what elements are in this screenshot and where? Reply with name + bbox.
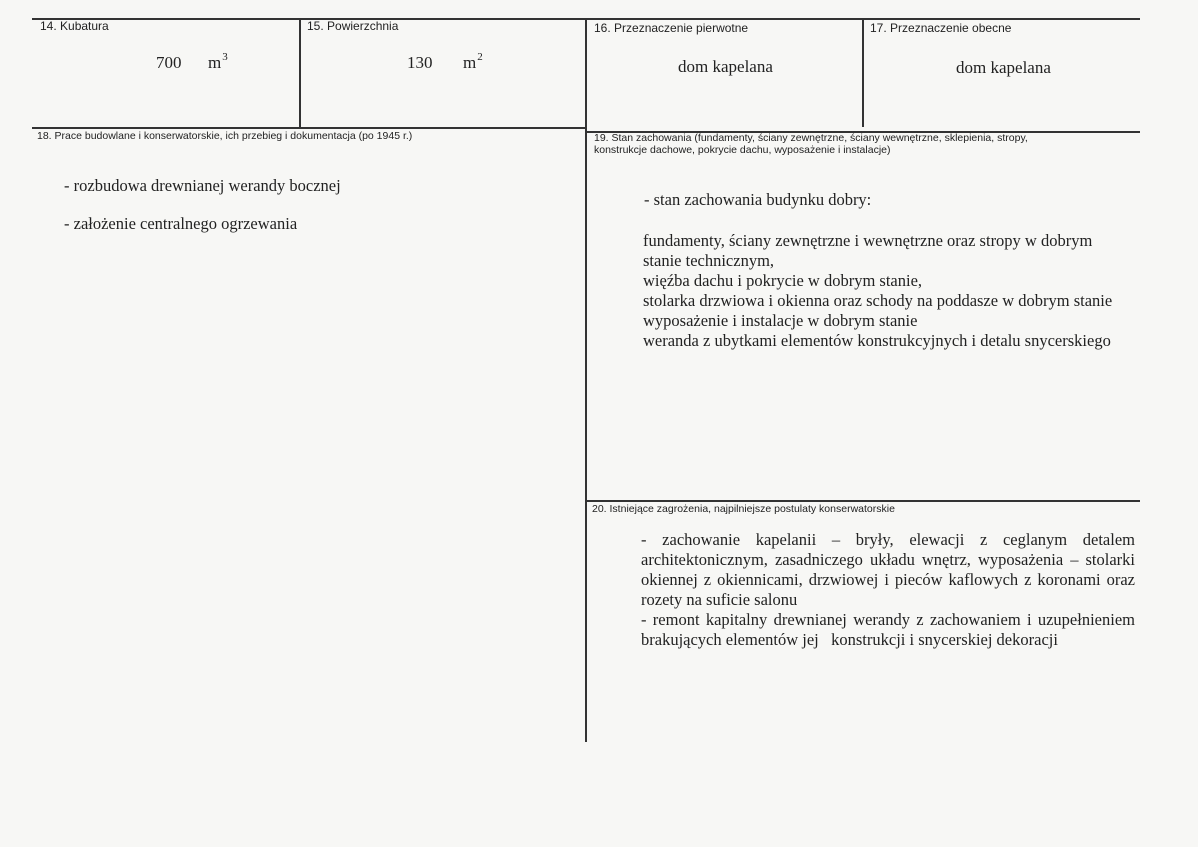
field-15-value <box>407 53 483 73</box>
divider-19-20 <box>585 500 1140 502</box>
field-16-label: 16. Przeznaczenie pierwotne <box>594 21 749 35</box>
field-19-label-line1: 19. Stan zachowania (fundamenty, ściany zewnętrzne, ściany wewnętrzne, sklepienia, stropy, <box>594 132 1028 144</box>
condition-line: stolarka drzwiowa i okienna oraz schody na poddasze w dobrym stanie <box>643 291 1113 310</box>
field-20-label: 20. Istniejące zagrożenia, najpilniejsze postulaty konserwatorskie <box>592 503 895 515</box>
field-18-content <box>64 176 341 234</box>
condition-line: weranda z ubytkami elementów konstrukcyjnych i detalu snycerskiego <box>643 331 1111 350</box>
postulate-line: okiennej z okiennicami, drzwiowej i pieców kaflowych z koronami oraz <box>641 570 1135 589</box>
field-19-label <box>594 132 1028 156</box>
divider-16-17 <box>862 18 864 127</box>
volume-unit-exponent: 3 <box>222 51 228 63</box>
area-unit-exponent: 2 <box>477 51 483 63</box>
volume-number: 700 <box>156 53 182 72</box>
condition-line: fundamenty, ściany zewnętrzne i wewnętrzne oraz stropy w dobrym <box>643 231 1093 250</box>
divider-14-15 <box>299 18 301 127</box>
area-number: 130 <box>407 53 433 72</box>
postulate-line: brakujących elementów jej konstrukcji i snycerskiej dekoracji <box>641 630 1058 649</box>
field-19-label-line2: konstrukcje dachowe, pokrycie dachu, wyposażenie i instalacje) <box>594 144 891 156</box>
condition-intro: - stan zachowania budynku dobry: <box>644 190 872 209</box>
field-15-label: 15. Powierzchnia <box>307 19 399 33</box>
condition-line: więźba dachu i pokrycie w dobrym stanie, <box>643 271 923 290</box>
condition-line: wyposażenie i instalacje w dobrym stanie <box>643 311 918 330</box>
field-17-label: 17. Przeznaczenie obecne <box>870 21 1012 35</box>
postulate-line: architektonicznym, zasadniczego układu wnętrz, wyposażenia – stolarki <box>641 550 1135 569</box>
work-item: - założenie centralnego ogrzewania <box>64 214 298 233</box>
postulates-content <box>641 530 1135 650</box>
postulate-line: - remont kapitalny drewnianej werandy z zachowaniem i uzupełnieniem <box>641 610 1135 629</box>
area-unit: m <box>463 53 477 72</box>
row-divider-left <box>32 127 586 129</box>
postulate-line: rozety na suficie salonu <box>641 590 798 609</box>
field-18-label: 18. Prace budowlane i konserwatorskie, ich przebieg i dokumentacja (po 1945 r.) <box>37 130 413 142</box>
field-14-value <box>156 53 228 73</box>
field-14-label: 14. Kubatura <box>40 19 109 33</box>
condition-line: stanie technicznym, <box>643 251 775 270</box>
field-16-value: dom kapelana <box>678 57 773 76</box>
volume-unit: m <box>208 53 222 72</box>
work-item: - rozbudowa drewnianej werandy bocznej <box>64 176 341 195</box>
field-17-value: dom kapelana <box>956 58 1051 77</box>
postulate-line: - zachowanie kapelanii – bryły, elewacji z ceglanym detalem <box>641 530 1135 549</box>
condition-details <box>643 231 1112 351</box>
